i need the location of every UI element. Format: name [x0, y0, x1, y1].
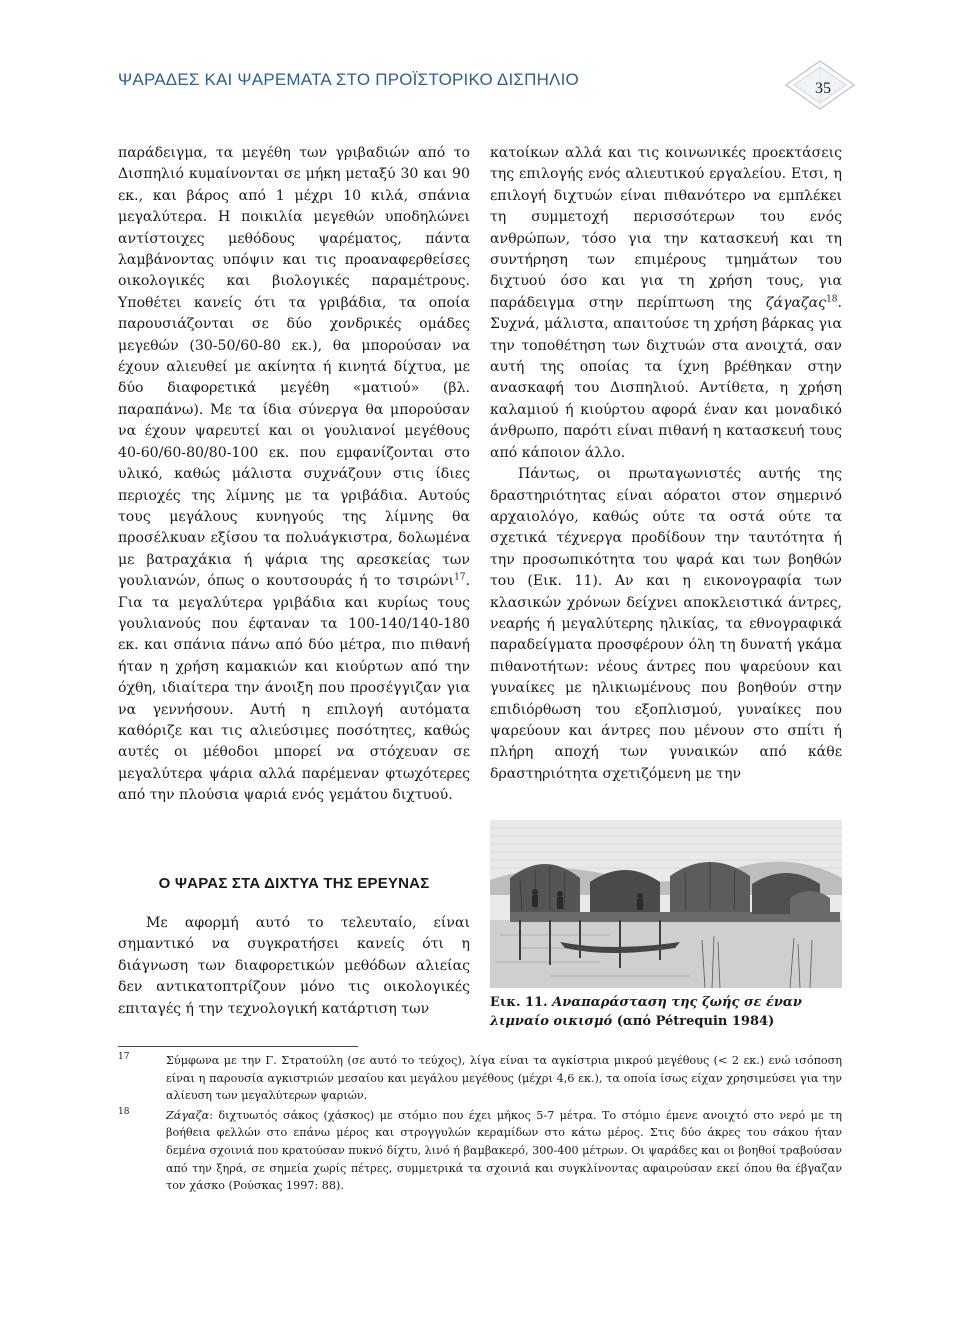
body-paragraph: Πάντως, οι πρωταγωνιστές αυτής της δραστηριότητας είναι αόρατοι στον σημερινό αρχαιολόγο, καθώς ούτε τα οστά ούτε τα σχετικά τέχνεργα προδίδουν την ταυτότητα ή την προσωπικότητα του ψαρά και των βοηθών του (Εικ. 11). Αν και η εικονογραφία των κλασικών χρόνων δείχνει αποκλειστικά άντρες, νεαρής ή μεγαλύτερης ηλικίας, τα εθνογραφικά παραδείγματα προσφέρουν όλη τη δυνατή γκάμα πιθανοτήτων: νέους άντρες που ψαρεύουν και γυναίκες με ηλικιωμένους που βοηθούν στην επιδιόρθωση του εξοπλισμού, γυναίκες που ψαρεύουν και άντρες που μένουν στο σπίτι ή πλήρη αποχή των γυναικών από κάθε δραστηριότητα σχετιζόμενη με την: [490, 466, 842, 782]
page-number: 35: [815, 80, 831, 97]
footnote-body: : διχτυωτός σάκος (χάσκος) με στόμιο που έχει μήκος 5-7 μέτρα. Το στόμιο έμενε ανοιχτό στο νερό με τη βοήθεια φελλών στο επάνω μέρος και στρογγυλών κεραμίδων στο κάτω μέρος. Στις δύο άκρες του σάκου ήταν δεμένα σχοινιά που κρατούσαν πυκνό δίχτυ, λινό ή βαμβακερό, 300-400 μέτρων. Οι ψαράδες και οι βοηθοί τραβούσαν από την ξηρά, σε σημεία χωρίς πέτρες, συμμετρικά τα σχοινιά και συγκλίνοντας αφαιρούσαν εκεί όπου θα έβγαζαν τον χάσκο (Ρούσκας 1997: 88).: [166, 1108, 842, 1193]
caption-label: Εικ. 11.: [490, 995, 548, 1010]
running-header: ΨΑΡΑΔΕΣ ΚΑΙ ΨΑΡΕΜΑΤΑ ΣΤΟ ΠΡΟΪΣΤΟΡΙΚΟ ΔΙΣΠΗΛΙΟ: [118, 70, 579, 89]
footnote-number: 18: [118, 1106, 130, 1117]
left-column: [118, 143, 470, 807]
paragraph-text: παράδειγμα, τα μεγέθη των γριβαδιών από το Δισπηλιό κυμαίνονται σε μήκη μεταξύ 30 και 90 εκ., και βάρος από 1 μέχρι 10 κιλά, σπάνια μεγαλύτερα. Η ποικιλία μεγεθών υποδηλώνει αντίστοιχες μεθόδους ψαρέματος, πάντα λαμβάνοντας υπόψιν και τις προαναφερθείσες οικολογικές και βιολογικές παραμέτρους. Υποθέτει κανείς ότι τα γριβάδια, τα οποία παρουσιάζονται σε δύο χονδρικές ομάδες μεγεθών (30-50/60-80 εκ.), θα μπορούσαν να έχουν αλιευθεί με ακίνητα ή κινητά δίχτυα, με δύο διαφορετικά μεγέθη «ματιού» (βλ. παραπάνω). Με τα ίδια σύνεργα θα μπορούσαν να έχουν ψαρευτεί και οι γουλιανοί μεγέθους 40-60/60-80/80-100 εκ. που εμφανίζονται στο υλικό, καθώς μάλιστα συχνάζουν στις ίδιες περιοχές της λίμνης με τα γριβάδια. Αυτούς τους μεγάλους κυνηγούς της λίμνης θα προσέλκυαν εξίσου τα πολυάγκιστρα, δολωμένα με βατραχάκια ή ψάρια της αρεσκείας των γουλιανών, όπως ο κουτσουράς ή το τσιρώνι: [118, 145, 470, 590]
paragraph-text: . Συχνά, μάλιστα, απαιτούσε τη χρήση βάρκας για την τοποθέτηση των διχτυών στα ανοιχτά, σαν αυτή της οποίας τα ίχνη βρέθηκαν στην ανασκαφή του Δισπηλιού. Αντίθετα, η χρήση καλαμιού ή κιούρτου αφορά έναν και μοναδικό άνθρωπο, παρότι είναι πιθανή η κατασκευή τους από κάποιον άλλο.: [490, 294, 842, 461]
section-column: [118, 913, 470, 1020]
caption-title: Αναπαράσταση της ζωής σε έναν λιμναίο οικισμό: [490, 995, 802, 1029]
body-paragraph: [118, 143, 470, 807]
italic-term: ζάγαζας: [765, 294, 827, 311]
footnote-ref: 18: [826, 294, 838, 305]
footnote-term: Ζάγαζα: [166, 1108, 210, 1122]
right-column: [490, 143, 842, 785]
footnote-separator: [118, 1046, 358, 1047]
lake-village-illustration: [490, 820, 842, 988]
footnotes: [118, 1052, 842, 1197]
footnote-text: Σύμφωνα με την Γ. Στρατούλη (σε αυτό το τεύχος), λίγα είναι τα αγκίστρια μικρού μεγέθους (< 2 εκ.) ενώ ισόποση είναι η παρουσία αγκιστριών μεσαίου και μεγάλου μεγέθους (μέχρι 4,6 εκ.), τα οποία ίσως είχαν χρησιμεύσει για την αλίευση των μεγαλύτερων ψαριών.: [166, 1054, 842, 1103]
footnote-number: 17: [118, 1052, 130, 1062]
figure-caption: [490, 993, 842, 1031]
paragraph-text: . Για τα μεγαλύτερα γριβάδια και κυρίως τους γουλιανούς που έφταναν τα 100-140/140-180 εκ. και σπάνια πάνω από δύο μέτρα, πιο πιθανή ήταν η χρήση καμακιών και κιούρτων από την όχθη, ιδιαίτερα την άνοιξη που προσέγγιζαν για να γεννήσουν. Αυτή η επιλογή αυτόματα καθόριζε και τις αλιεύσιμες ποσότητες, καθώς αυτές οι μέθοδοι μπορεί να στόχευαν σε μεγαλύτερα ψάρια αλλά παρέμεναν φτωχότερες από την πλούσια ψαριά ενός γεμάτου διχτυού.: [118, 573, 470, 804]
section-heading: Ο ΨΑΡΑΣ ΣΤΑ ΔΙΧΤΥΑ ΤΗΣ ΕΡΕΥΝΑΣ: [158, 875, 430, 892]
body-paragraph: [490, 143, 842, 464]
paragraph-text: κατοίκων αλλά και τις κοινωνικές προεκτάσεις της επιλογής ενός αλιευτικού εργαλείου. Ετσι, η επιλογή διχτυών είναι πιθανότερο να εμπλέκει τη συμμετοχή περισσότερων του ενός ανθρώπων, τόσο για την κατασκευή και τη συντήρηση των επιμέρους τμημάτων του διχτυού όσο και για τη χρήση τους, για παράδειγμα στην περίπτωση της: [490, 145, 842, 311]
footnote-ref: 17: [454, 572, 466, 583]
body-paragraph: Με αφορμή αυτό το τελευταίο, είναι σημαντικό να συγκρατήσει κανείς ότι η διάγνωση των διαφορετικών μεθόδων αλιείας δεν αντικατοπτρίζουν μόνο τις οικολογικές επιταγές ή την τεχνολογική κατάρτιση των: [118, 915, 470, 1017]
footnote: [118, 1052, 842, 1105]
footnote-text: [166, 1107, 842, 1195]
caption-source: (από Pétrequin 1984): [616, 1014, 775, 1029]
footnote: [118, 1107, 842, 1195]
